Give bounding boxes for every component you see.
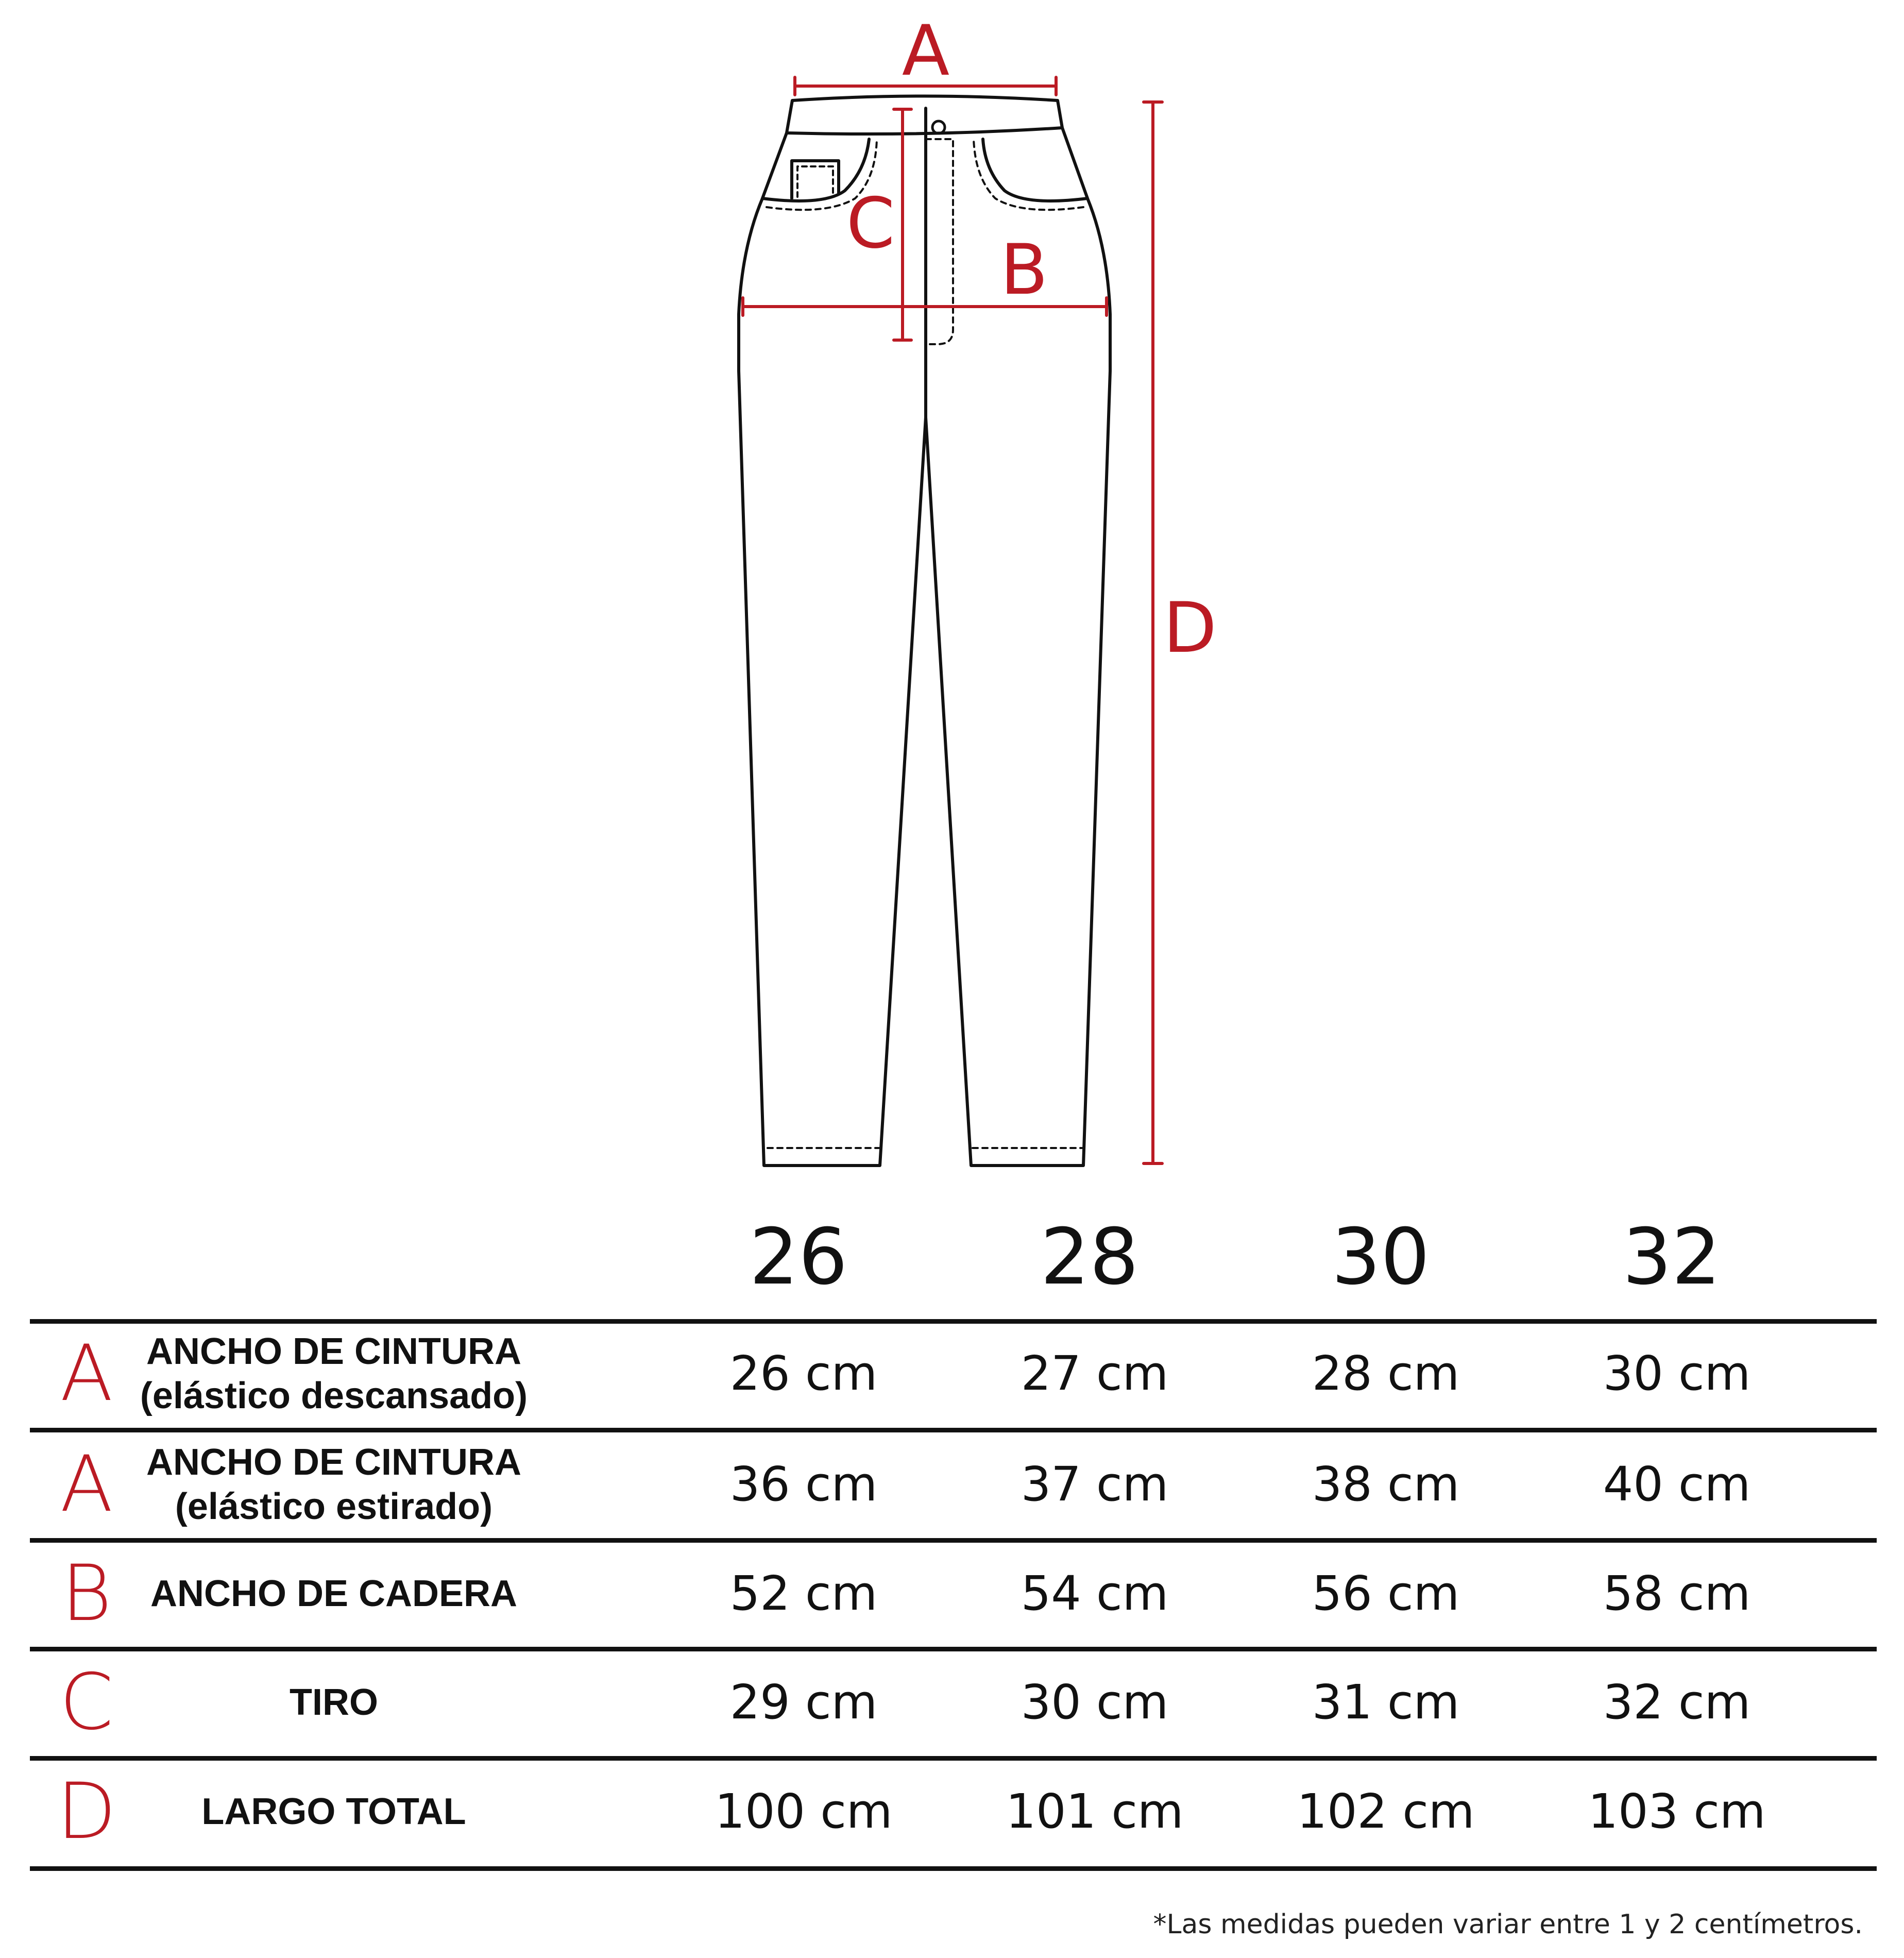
table-cell: 38 cm — [1312, 1457, 1460, 1512]
table-row — [30, 1322, 1877, 1426]
label-c: C — [846, 183, 895, 264]
coin-pocket-stitch — [797, 166, 833, 197]
table-cell: 30 cm — [1603, 1346, 1751, 1401]
label-a: A — [902, 10, 950, 91]
table-rule — [30, 1428, 1877, 1432]
row-letter: A — [60, 1329, 113, 1419]
button — [932, 121, 945, 133]
label-d: D — [1163, 587, 1217, 668]
table-cell: 26 cm — [729, 1346, 878, 1401]
table-row — [30, 1760, 1877, 1864]
row-letter: D — [57, 1767, 116, 1856]
row-label — [123, 1650, 545, 1754]
row-label-line1: LARGO TOTAL — [201, 1791, 466, 1832]
right-pocket — [983, 139, 1087, 201]
table-cell: 103 cm — [1588, 1784, 1766, 1839]
table-cell: 30 cm — [1021, 1675, 1169, 1730]
table-row — [30, 1650, 1877, 1754]
row-label — [123, 1760, 545, 1864]
row-label-line1: ANCHO DE CINTURA — [146, 1442, 521, 1483]
row-letter: A — [60, 1440, 113, 1529]
row-label — [123, 1542, 545, 1646]
size-header-row — [0, 1206, 1904, 1309]
table-cell: 29 cm — [729, 1675, 878, 1730]
table-cell: 31 cm — [1312, 1675, 1460, 1730]
row-label-line1: TIRO — [290, 1682, 378, 1723]
table-rule — [30, 1866, 1877, 1871]
row-label-line1: ANCHO DE CINTURA — [146, 1331, 521, 1372]
row-label — [123, 1432, 545, 1537]
table-row — [30, 1542, 1877, 1646]
row-label-line2: (elástico estirado) — [175, 1486, 493, 1527]
row-letter: C — [59, 1658, 114, 1747]
table-cell: 56 cm — [1312, 1566, 1460, 1621]
table-cell: 36 cm — [729, 1457, 878, 1512]
size-heading: 28 — [1040, 1212, 1139, 1302]
label-b: B — [1000, 229, 1048, 310]
row-label-line1: ANCHO DE CADERA — [150, 1573, 518, 1614]
footnote: *Las medidas pueden variar entre 1 y 2 centímetros. — [1153, 1909, 1863, 1940]
table-cell: 100 cm — [715, 1784, 893, 1839]
table-cell: 52 cm — [729, 1566, 878, 1621]
table-row — [30, 1432, 1877, 1537]
row-label-line2: (elástico descansado) — [140, 1375, 528, 1416]
table-cell: 101 cm — [1006, 1784, 1184, 1839]
row-letter: B — [61, 1549, 112, 1639]
table-cell: 28 cm — [1312, 1346, 1460, 1401]
table-cell: 102 cm — [1297, 1784, 1475, 1839]
size-heading: 30 — [1331, 1212, 1430, 1302]
size-heading: 32 — [1622, 1212, 1721, 1302]
table-cell: 40 cm — [1603, 1457, 1751, 1512]
row-label — [123, 1322, 545, 1426]
table-cell: 37 cm — [1021, 1457, 1169, 1512]
size-heading: 26 — [749, 1212, 848, 1302]
table-cell: 54 cm — [1021, 1566, 1169, 1621]
table-cell: 27 cm — [1021, 1346, 1169, 1401]
table-cell: 32 cm — [1603, 1675, 1751, 1730]
table-cell: 58 cm — [1603, 1566, 1751, 1621]
fly-stitch — [926, 139, 953, 344]
